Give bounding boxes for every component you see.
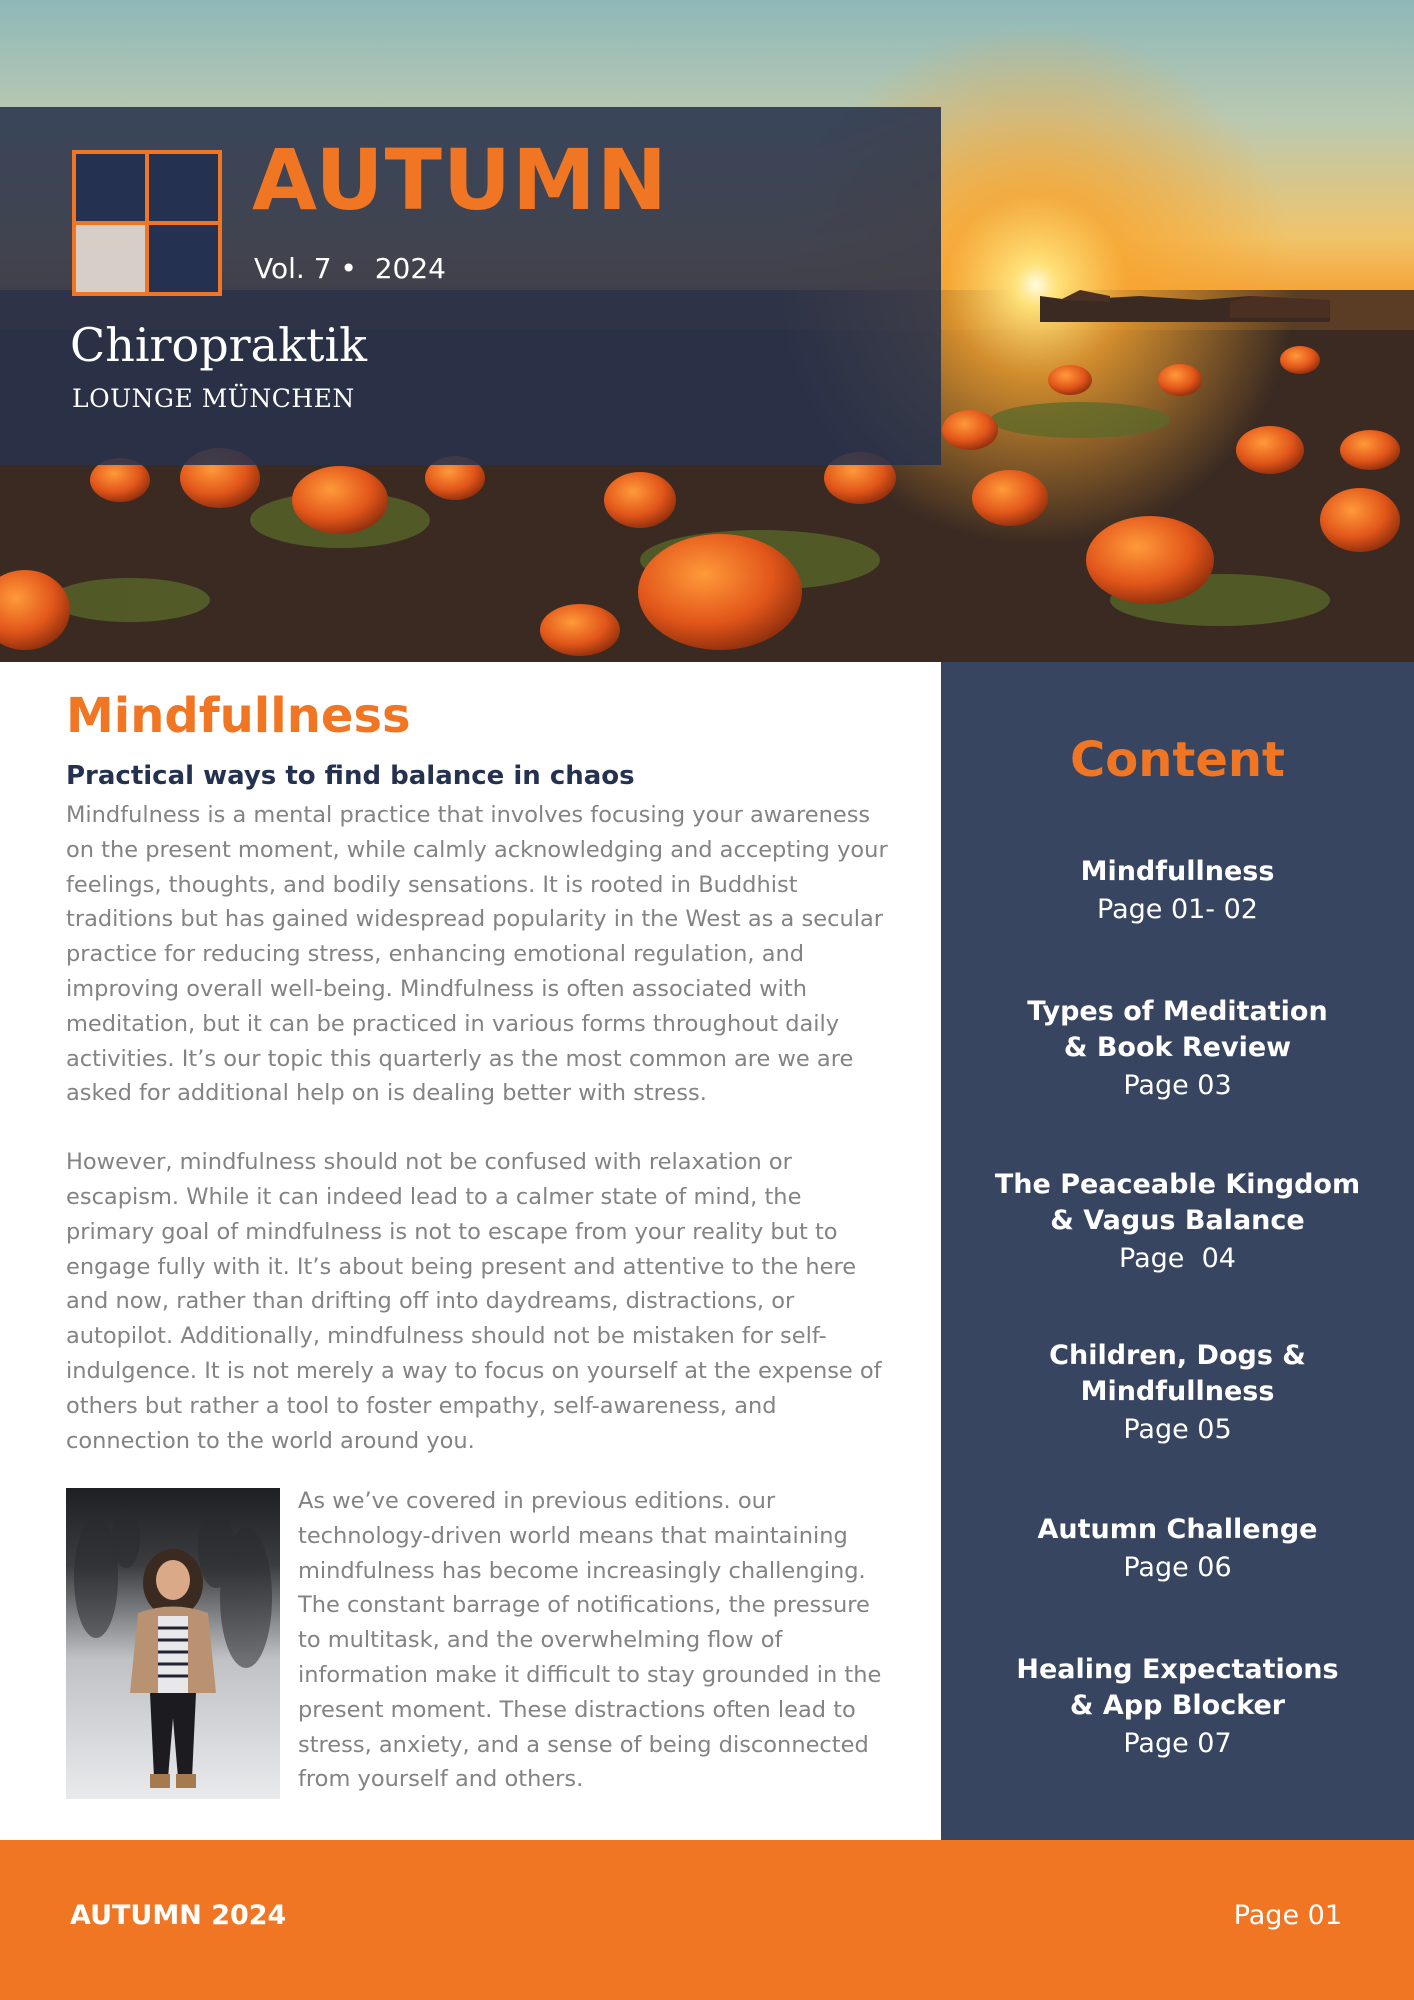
article-paragraph: Mindfulness is a mental practice that involves focusing your awareness on the present moment, while calmly acknowledging and accepting your feelings, thoughts, and bodily sensations. It is rooted in Buddhist traditions but has gained widespread popularity in the West as a secular practice for reducing stress, enhancing emotional regulation, and improving overall well-being. Mindfulness is often associated with meditation, but it can be practiced in various forms throughout daily activities. It’s our topic this quarterly as the most common are we are asked for additional help on is dealing better with stress. [66,802,888,1107]
toc-entry-page: Page 06 [1123,1552,1232,1583]
toc-entry-title: Autumn Challenge [1037,1514,1318,1545]
article-paragraph: However, mindfulness should not be confused with relaxation or escapism. While it can indeed lead to a calmer state of mind, the primary goal of mindfulness is not to escape from your reality but to engage fully with it. It’s about being present and attentive to the here and now, rather than drifting off into daydreams, distractions, or autopilot. Additionally, mindfulness should not be mistaken for self-indulgence. It is not merely a way to focus on yourself at the expense of others but rather a tool to foster empathy, self-awareness, and connection to the world around you. [66,1149,882,1454]
toc-entry-title: Healing Expectations & App Blocker [1016,1654,1339,1721]
toc-entry-healing-expectations[interactable] [941,1652,1414,1764]
article-title: Mindfullness [66,688,411,744]
stressed-woman-photo [66,1488,280,1799]
table-of-contents [941,662,1414,1840]
issue-line: Vol. 7 • 2024 [254,252,446,285]
toc-entry-page: Page 05 [1123,1414,1232,1445]
toc-entry-page: Page 04 [1119,1243,1236,1274]
article [66,680,886,1458]
footer [0,1840,1414,2000]
toc-entry-children-dogs[interactable] [941,1338,1414,1450]
toc-entry-title: Children, Dogs & Mindfullness [1049,1340,1306,1407]
toc-entry-autumn-challenge[interactable] [941,1512,1414,1588]
brand-logo-subtitle: LOUNGE MÜNCHEN [72,384,355,413]
toc-title: Content [1070,732,1285,788]
toc-entry-page: Page 03 [1123,1070,1232,1101]
toc-entry-title: Types of Meditation & Book Review [1027,996,1328,1063]
toc-entry-types-of-meditation[interactable] [941,994,1414,1106]
toc-entry-mindfullness[interactable] [941,854,1414,930]
toc-entry-peaceable-kingdom[interactable] [941,1167,1414,1279]
season-title: AUTUMN [252,131,669,229]
footer-edition: AUTUMN 2024 [70,1900,287,1931]
article-paragraph: As we’ve covered in previous editions. our technology-driven world means that maintaining mindfulness has become increasingly challenging. The constant barrage of notifications, the pressure to multitask, and the overwhelming flow of information make it difficult to stay grounded in the present moment. These distractions often lead to stress, anxiety, and a sense of being disconnected from yourself and others. [298,1488,882,1793]
article-subtitle: Practical ways to find balance in chaos [66,761,635,791]
logo-grid-icon [72,150,222,296]
brand-logo-name: Chiropraktik [70,318,368,372]
toc-entry-title: The Peaceable Kingdom & Vagus Balance [994,1169,1361,1236]
toc-entry-title: Mindfullness [1080,856,1275,887]
toc-entry-page: Page 07 [1123,1728,1232,1759]
footer-page-number: Page 01 [1233,1900,1342,1931]
toc-entry-page: Page 01- 02 [1097,894,1258,925]
